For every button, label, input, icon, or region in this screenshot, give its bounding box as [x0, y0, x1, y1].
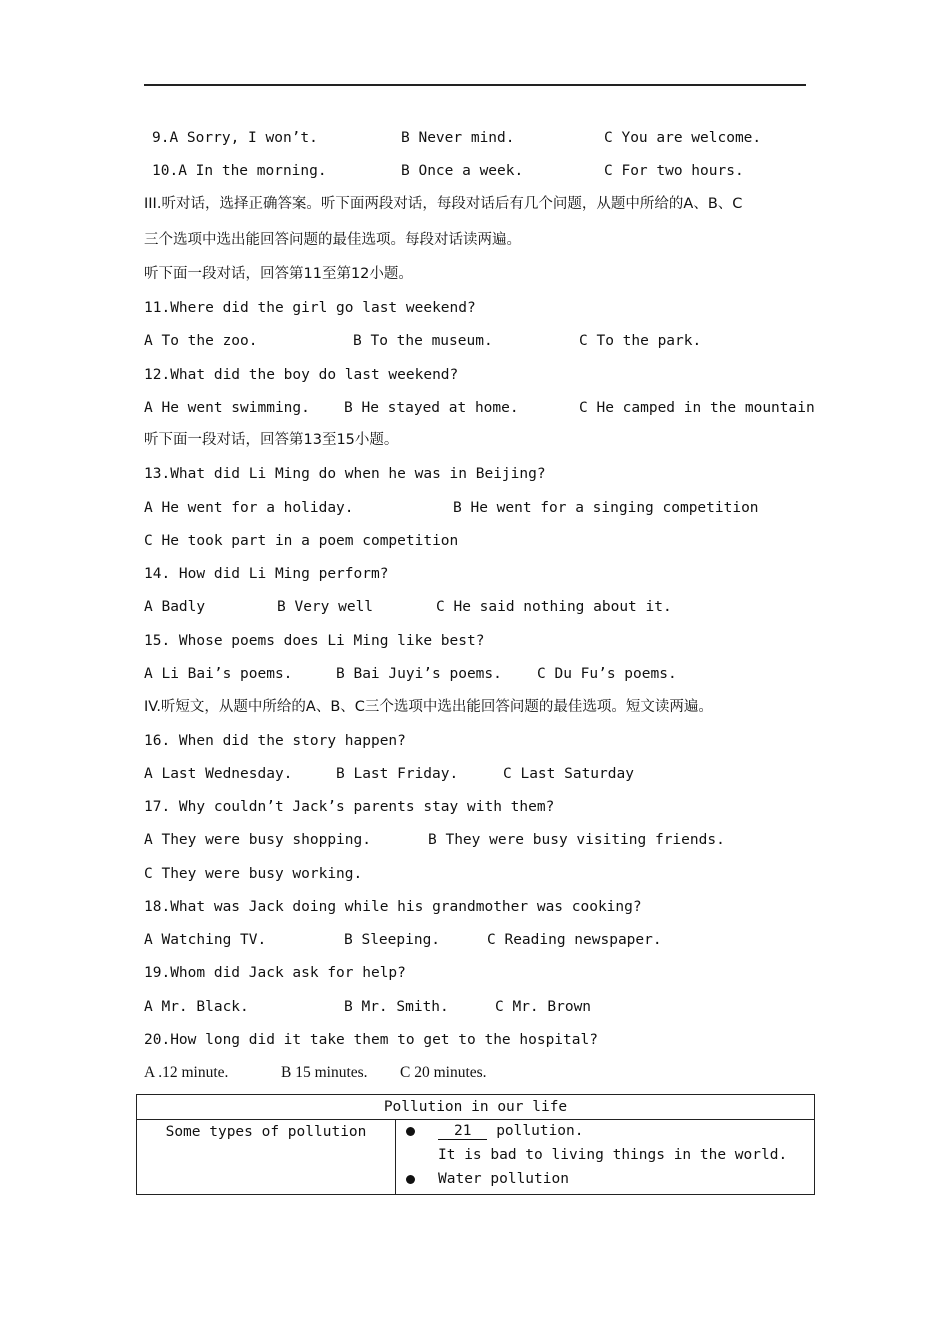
q18-option-a: A Watching TV. [144, 932, 267, 948]
q11-option-b: B To the museum. [353, 333, 493, 349]
q14-option-a: A Badly [144, 599, 206, 615]
q13-option-a: A He went for a holiday. [144, 500, 354, 516]
q11-question: 11.Where did the girl go last weekend? [144, 300, 476, 316]
table-right-cell [396, 1120, 815, 1195]
section3-instruction-line1: III.听对话，选择正确答案。听下面两段对话，每段对话后有几个问题，从题中所给的A、B、C [144, 196, 743, 212]
table-title: Pollution in our life [137, 1095, 815, 1120]
q13-option-c: C He took part in a poem competition [144, 533, 459, 549]
q16-option-c: C Last Saturday [503, 766, 634, 782]
q11-option-a: A To the zoo. [144, 333, 258, 349]
q9-option-a: 9.A Sorry, I won’t. [152, 130, 318, 146]
q17-question: 17. Why couldn’t Jack’s parents stay with them? [144, 799, 555, 815]
q20-option-c: C 20 minutes. [400, 1064, 487, 1081]
q20-option-a: A .12 minute. [144, 1064, 229, 1081]
item1-suffix: pollution. [487, 1123, 584, 1139]
q18-question: 18.What was Jack doing while his grandmother was cooking? [144, 899, 642, 915]
item2-text: Water pollution [438, 1171, 569, 1187]
dialog1-instruction: 听下面一段对话，回答第11至第12小题。 [144, 266, 413, 282]
q10-option-c: C For two hours. [604, 163, 744, 179]
q10-option-b: B Once a week. [401, 163, 524, 179]
q16-question: 16. When did the story happen? [144, 733, 406, 749]
q17-option-b: B They were busy visiting friends. [428, 832, 725, 848]
answer-blank-21[interactable]: 21 [438, 1123, 487, 1140]
table-left-label: Some types of pollution [165, 1124, 367, 1140]
q14-question: 14. How did Li Ming perform? [144, 566, 389, 582]
q12-question: 12.What did the boy do last weekend? [144, 367, 459, 383]
q19-option-c: C Mr. Brown [495, 999, 592, 1015]
q18-option-c: C Reading newspaper. [487, 932, 662, 948]
q9-option-c: C You are welcome. [604, 130, 762, 146]
q18-option-b: B Sleeping. [344, 932, 441, 948]
list-item [396, 1168, 814, 1192]
q12-option-a: A He went swimming. [144, 400, 310, 416]
q10-option-a: 10.A In the morning. [152, 163, 327, 179]
q12-option-b: B He stayed at home. [344, 400, 519, 416]
q17-option-a: A They were busy shopping. [144, 832, 371, 848]
q14-option-b: B Very well [277, 599, 374, 615]
q15-option-a: A Li Bai’s poems. [144, 666, 293, 682]
q15-option-b: B Bai Juyi’s poems. [336, 666, 502, 682]
q20-question: 20.How long did it take them to get to the hospital? [144, 1032, 598, 1048]
dialog2-instruction: 听下面一段对话，回答第13至15小题。 [144, 432, 399, 448]
bullet-icon [406, 1175, 415, 1184]
pollution-table [136, 1094, 815, 1195]
q12-option-c: C He camped in the mountain [579, 400, 815, 416]
q20-option-b: B 15 minutes. [281, 1064, 368, 1081]
q13-question: 13.What did Li Ming do when he was in Beijing? [144, 466, 546, 482]
section3-instruction-line2: 三个选项中选出能回答问题的最佳选项。每段对话读两遍。 [144, 232, 521, 248]
bullet-icon [406, 1127, 415, 1136]
q9-option-b: B Never mind. [401, 130, 515, 146]
item1-note: It is bad to living things in the world. [438, 1147, 788, 1163]
q16-option-b: B Last Friday. [336, 766, 459, 782]
q13-option-b: B He went for a singing competition [453, 500, 759, 516]
q15-option-c: C Du Fu’s poems. [537, 666, 677, 682]
q11-option-c: C To the park. [579, 333, 702, 349]
section4-instruction: IV.听短文，从题中所给的A、B、C三个选项中选出能回答问题的最佳选项。短文读两遍。 [144, 699, 713, 715]
q17-option-c: C They were busy working. [144, 866, 363, 882]
list-item [396, 1120, 814, 1144]
q14-option-c: C He said nothing about it. [436, 599, 672, 615]
q19-question: 19.Whom did Jack ask for help? [144, 965, 406, 981]
q15-question: 15. Whose poems does Li Ming like best? [144, 633, 485, 649]
q16-option-a: A Last Wednesday. [144, 766, 293, 782]
header-rule [144, 84, 806, 86]
q19-option-a: A Mr. Black. [144, 999, 249, 1015]
q19-option-b: B Mr. Smith. [344, 999, 449, 1015]
list-item-note [396, 1144, 814, 1168]
table-left-cell [137, 1120, 396, 1195]
